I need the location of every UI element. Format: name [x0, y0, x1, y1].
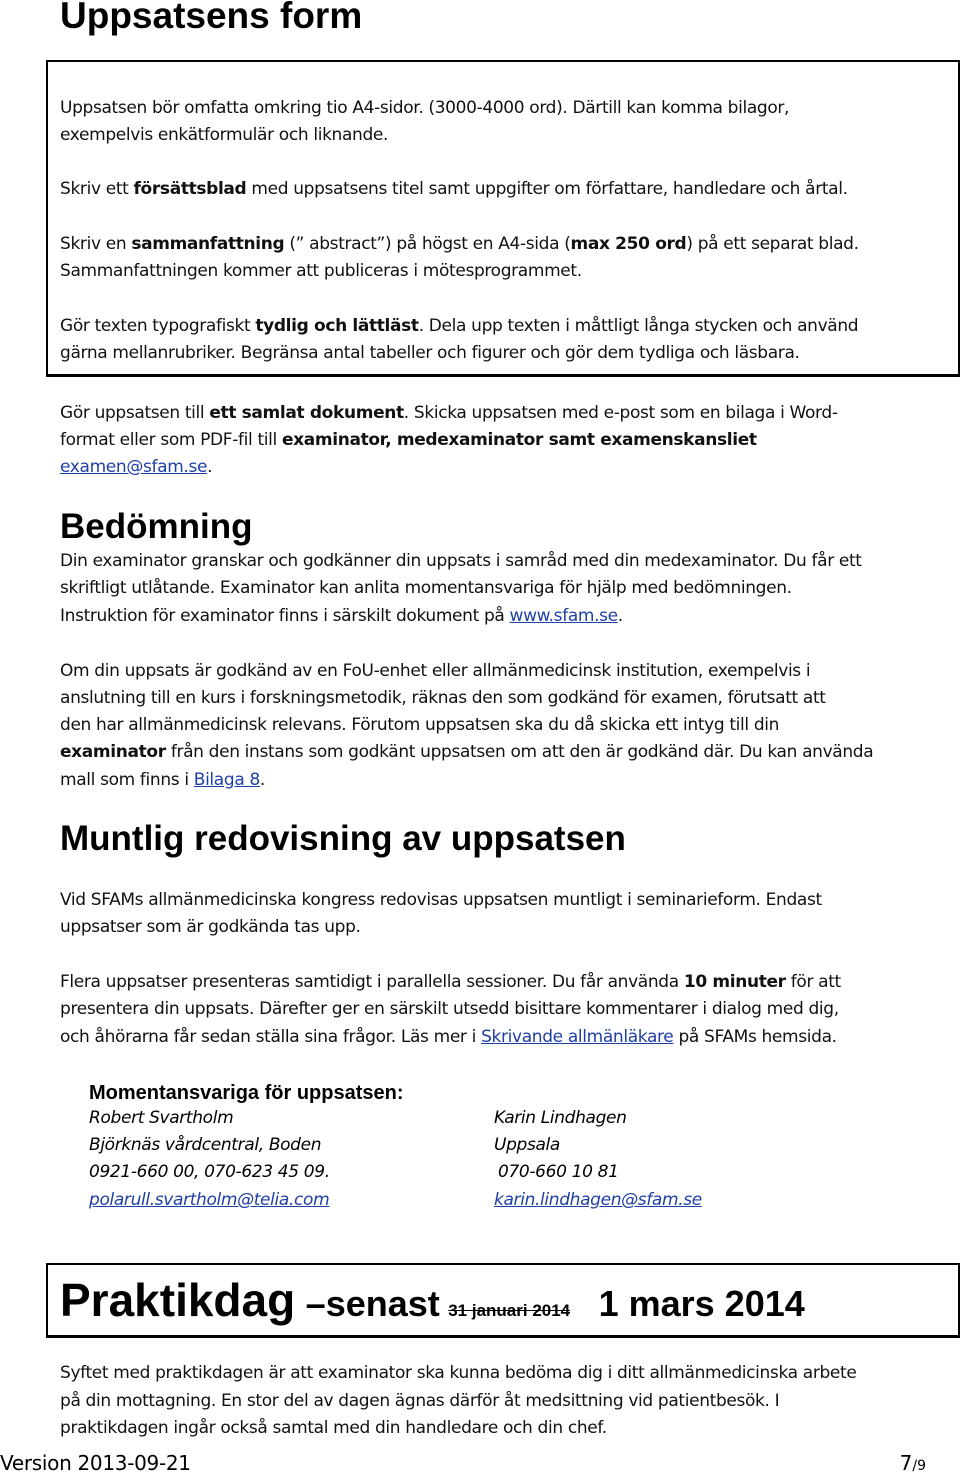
sfam-website-link[interactable]: www.sfam.se — [509, 606, 618, 626]
bedomning-line2: skriftligt utlåtande. Examinator kan anlita momentansvariga för hjälp med bedömningen. — [60, 578, 792, 598]
box-p3-line2: Sammanfattningen kommer att publiceras i mötesprogrammet. — [60, 261, 582, 281]
praktikdag-line2: på din mottagning. En stor del av dagen ägnas därför åt medsittning vid patientbesök. I — [60, 1391, 780, 1411]
box-p3-line1: Skriv en sammanfattning (” abstract”) på högst en A4-sida (max 250 ord) på ett separat blad. — [60, 234, 859, 254]
muntlig-p2-line3: och åhörarna får sedan ställa sina frågor. Läs mer i Skrivande allmänläkare på SFAMs hemsida. — [60, 1027, 837, 1047]
box-p2: Skriv ett försättsblad med uppsatsens titel samt uppgifter om författare, handledare och årtal. — [60, 179, 848, 199]
doc-line1: Gör uppsatsen till ett samlat dokument. Skicka uppsatsen med e-post som en bilaga i Word- — [60, 403, 838, 423]
contact-left-email-link[interactable]: polarull.svartholm@telia.com — [89, 1190, 330, 1210]
contact-right-name: Karin Lindhagen — [494, 1108, 627, 1128]
muntlig-p2-line1: Flera uppsatser presenteras samtidigt i parallella sessioner. Du får använda 10 minuter för att — [60, 972, 841, 992]
doc-line3: examen@sfam.se. — [60, 457, 213, 477]
praktikdag-line3: praktikdagen ingår också samtal med din handledare och din chef. — [60, 1418, 607, 1438]
bedomning-p2-line3: den har allmänmedicinsk relevans. Förutom uppsatsen ska du då skicka ett intyg till din — [60, 715, 780, 735]
muntlig-p1-line1: Vid SFAMs allmänmedicinska kongress redovisas uppsatsen muntligt i seminarieform. Endast — [60, 890, 822, 910]
heading-uppsatsens-form: Uppsatsens form — [60, 0, 363, 36]
contact-right-phone: 070-660 10 81 — [498, 1162, 619, 1182]
praktikdag-line1: Syftet med praktikdagen är att examinator ska kunna bedöma dig i ditt allmänmedicinska arbete — [60, 1363, 857, 1383]
muntlig-p1-line2: uppsatser som är godkända tas upp. — [60, 917, 361, 937]
muntlig-p2-line2: presentera din uppsats. Därefter ger en särskilt utsedd bisittare kommentarer i dialog med dig, — [60, 999, 839, 1019]
bedomning-line3: Instruktion för examinator finns i särskilt dokument på www.sfam.se. — [60, 606, 623, 626]
email-examen-link[interactable]: examen@sfam.se — [60, 457, 208, 477]
bedomning-p2-line4: examinator från den instans som godkänt uppsatsen om att den är godkänd där. Du kan använda — [60, 742, 874, 762]
bilaga-8-link[interactable]: Bilaga 8 — [193, 770, 260, 790]
bedomning-p2-line5: mall som finns i Bilaga 8. — [60, 770, 265, 790]
footer-page-number — [900, 1450, 926, 1479]
contact-right-org: Uppsala — [494, 1135, 560, 1155]
contacts-title: Momentansvariga för uppsatsen: — [89, 1082, 404, 1104]
page-total: /9 — [912, 1458, 926, 1474]
praktikdag-new-date: 1 mars 2014 — [598, 1283, 805, 1324]
bedomning-p2-line1: Om din uppsats är godkänd av en FoU-enhet eller allmänmedicinsk institution, exempelvis i — [60, 661, 811, 681]
box-p1-line2: exempelvis enkätformulär och liknande. — [60, 125, 389, 145]
contact-right-email-link[interactable]: karin.lindhagen@sfam.se — [494, 1190, 702, 1210]
page-current: 7 — [899, 1451, 913, 1475]
skrivande-allmanlakare-link[interactable]: Skrivande allmänläkare — [481, 1027, 674, 1047]
heading-muntlig-redovisning: Muntlig redovisning av uppsatsen — [60, 819, 626, 858]
contact-left-phone: 0921-660 00, 070-623 45 09. — [89, 1162, 330, 1182]
praktikdag-title: Praktikdag — [60, 1274, 296, 1326]
praktikdag-old-date: 31 januari 2014 — [448, 1301, 571, 1320]
footer-version: Version 2013-09-21 — [0, 1451, 191, 1475]
heading-bedomning: Bedömning — [60, 507, 253, 546]
box-p4-line2: gärna mellanrubriker. Begränsa antal tabeller och figurer och gör dem tydliga och läsbara. — [60, 343, 800, 363]
bedomning-p2-line2: anslutning till en kurs i forskningsmetodik, räknas den som godkänd för examen, förutsatt att — [60, 688, 826, 708]
contact-left-org: Björknäs vårdcentral, Boden — [89, 1135, 322, 1155]
praktikdag-senast: –senast — [305, 1283, 440, 1324]
doc-line2: format eller som PDF-fil till examinator, medexaminator samt examenskansliet — [60, 430, 757, 450]
praktikdag-heading — [60, 1272, 805, 1340]
box-p4-line1: Gör texten typografiskt tydlig och lättläst. Dela upp texten i måttligt långa stycken och använd — [60, 316, 859, 336]
box-p1-line1: Uppsatsen bör omfatta omkring tio A4-sidor. (3000-4000 ord). Därtill kan komma bilagor, — [60, 98, 790, 118]
contact-left-name: Robert Svartholm — [89, 1108, 234, 1128]
bedomning-line1: Din examinator granskar och godkänner din uppsats i samråd med din medexaminator. Du får ett — [60, 551, 862, 571]
